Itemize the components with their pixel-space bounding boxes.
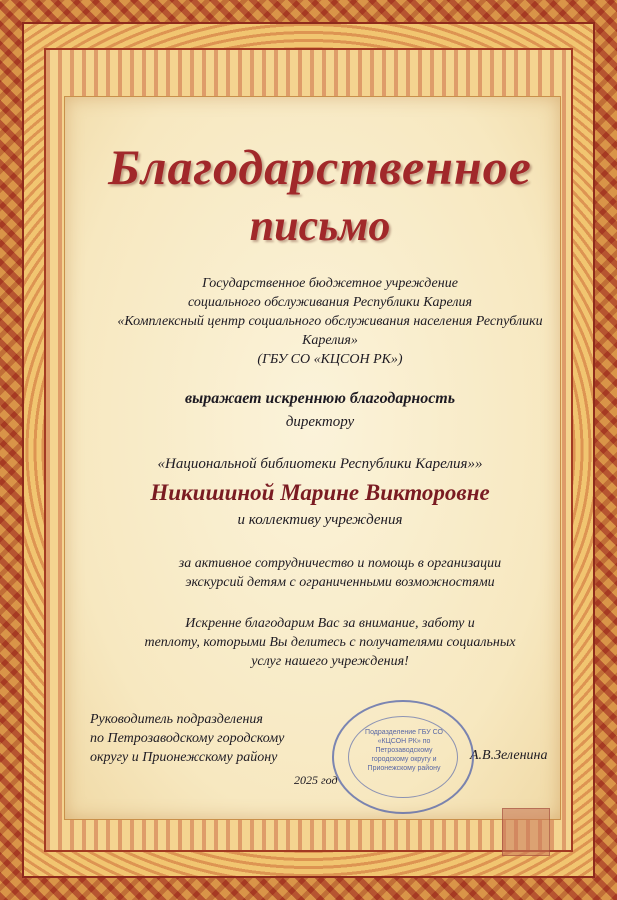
year: 2025 год [294,773,338,787]
gratitude-line: услуг нашего учреждения! [251,654,409,669]
certificate-content [70,130,570,830]
recipient-name: Никишиной Марине Викторовне [150,480,490,505]
recipient-team: и коллективу учреждения [237,512,403,528]
gratitude-line: Искренне благодарим Вас за внимание, заботу и [185,616,475,631]
reason-line: за активное сотрудничество и помощь в организации [178,556,502,571]
official-stamp [332,700,474,814]
organization-line: Карелия» [302,333,358,348]
gratitude-line: теплоту, которыми Вы делитесь с получателями социальных [144,635,516,650]
gratitude-text [90,614,570,671]
signature-title-line: по Петрозаводскому городскому [90,731,285,746]
signer-name: А.В.Зеленина [470,748,548,763]
organization-line: «Комплексный центр социального обслуживания населения Республики [117,314,543,329]
thanks-phrase: выражает искреннюю благодарность [184,390,456,407]
reason-line: экскурсий детям с ограниченными возможностями [185,575,495,590]
stamp-text: Подразделение ГБУ СО «КЦСОН РК» по Петрозаводскому городскому округу и Прионежскому району [365,729,443,772]
title-line-2: письмо [249,201,391,250]
organization-line: социального обслуживания Республики Карелия [188,295,472,310]
title-line-1: Благодарственное [108,139,532,195]
recipient-role: директору [285,414,355,430]
signature-title-line: Руководитель подразделения [90,712,263,727]
organization-line: Государственное бюджетное учреждение [202,276,458,291]
signature-title [90,710,330,767]
issuing-organization [70,274,590,369]
signature-title-line: округу и Прионежскому району [90,750,278,765]
corner-logo-icon [502,808,550,856]
recipient-organization: «Национальной библиотеки Республики Карелия»» [157,456,483,472]
reason-text [110,554,570,592]
organization-line: (ГБУ СО «КЦСОН РК») [257,352,403,367]
